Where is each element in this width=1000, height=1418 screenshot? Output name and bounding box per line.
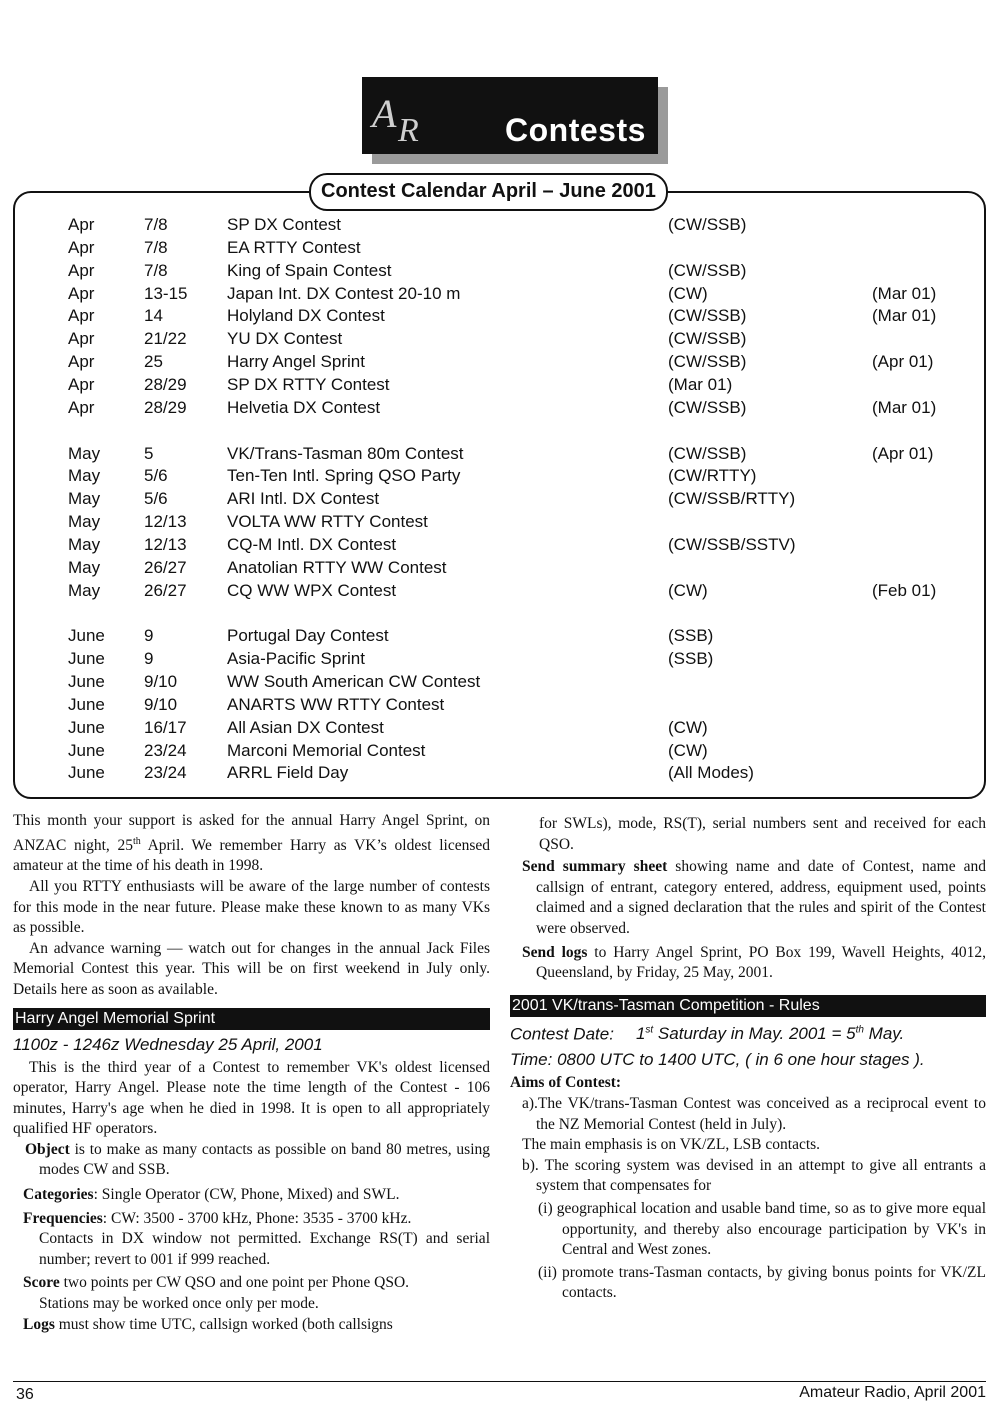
contest-date-value: 1st Saturday in May. 2001 = 5th May.	[635, 1024, 905, 1044]
calendar-contest-name: SP DX Contest	[227, 215, 342, 234]
calendar-days: 16/17	[144, 717, 187, 737]
logs-continuation: for SWLs), mode, RS(T), serial numbers sent and received for each QSO.	[539, 815, 986, 853]
calendar-reference: (Mar 01)	[872, 397, 937, 417]
object-label: Object	[25, 1140, 70, 1158]
calendar-mode: (CW/SSB)	[668, 306, 747, 326]
calendar-row	[0, 327, 1000, 350]
contest-date-label: Contest Date:	[510, 1024, 614, 1044]
section-title: Contests	[505, 112, 646, 148]
calendar-contest-name: ARRL Field Day	[227, 763, 349, 783]
calendar-days: 12/13	[144, 534, 187, 554]
calendar-mode: (SSB)	[668, 626, 714, 646]
calendar-contest-name: CQ-M Intl. DX Contest	[227, 534, 397, 554]
calendar-mode: (CW/SSB/SSTV)	[668, 534, 796, 554]
calendar-contest-name: Anatolian RTTY WW Contest	[227, 557, 447, 577]
calendar-mode: (All Modes)	[668, 763, 754, 783]
calendar-row	[0, 350, 1000, 373]
calendar-days: 7/8	[144, 215, 168, 234]
calendar-days: 14	[144, 306, 163, 326]
calendar-month: Apr	[68, 237, 95, 257]
calendar-month: Apr	[68, 329, 95, 349]
calendar-month: June	[68, 763, 105, 783]
calendar-contest-name: ANARTS WW RTTY Contest	[227, 694, 445, 714]
calendar-month: Apr	[68, 352, 95, 372]
ar-logo-letter-a: A	[372, 91, 397, 136]
calendar-month: Apr	[68, 283, 95, 303]
calendar-contest-name: Asia-Pacific Sprint	[227, 649, 365, 669]
calendar-days: 23/24	[144, 763, 187, 783]
footer-rule	[13, 1381, 986, 1382]
aim-b-ii: (ii) promote trans-Tasman contacts, by giving bonus points for VK/ZL contacts.	[538, 1263, 986, 1302]
calendar-row	[0, 282, 1000, 305]
publication-line: Amateur Radio, April 2001	[799, 1384, 986, 1401]
calendar-days: 13-15	[144, 283, 188, 303]
calendar-month: June	[68, 717, 105, 737]
calendar-month: Apr	[68, 375, 95, 394]
logs-paragraph	[13, 1315, 490, 1336]
harry-angel-body: This is the third year of a Contest to remember VK's oldest licensed operator, Harry Angel. Please note the time length of the Contest - 106 minutes, Harry's age when he died in 1998. It is open to all appropriately qualified HF operators.	[13, 1058, 490, 1138]
calendar-row	[0, 556, 1000, 579]
calendar-month: June	[68, 672, 105, 691]
calendar-mode: (CW/SSB)	[668, 215, 747, 234]
calendar-row	[0, 396, 1000, 419]
categories-paragraph	[13, 1185, 490, 1206]
calendar-row	[0, 716, 1000, 739]
intro-paragraph-2: All you RTTY enthusiasts will be aware of the large number of contests for this mode in the near future. Please make these known to as many VKs as possible.	[13, 877, 490, 937]
calendar-month: Apr	[68, 215, 95, 234]
calendar-days: 28/29	[144, 375, 187, 394]
calendar-row	[0, 670, 1000, 693]
calendar-contest-name: YU DX Contest	[227, 329, 343, 349]
calendar-contest-name: Holyland DX Contest	[227, 306, 385, 326]
calendar-month: Apr	[68, 397, 95, 417]
calendar-mode: (CW/SSB)	[668, 329, 747, 349]
calendar-row	[0, 761, 1000, 784]
calendar-mode: (CW)	[668, 740, 708, 760]
calendar-mode: (CW/SSB)	[668, 443, 747, 463]
score-paragraph	[13, 1273, 490, 1294]
calendar-contest-name: VOLTA WW RTTY Contest	[227, 512, 428, 532]
calendar-mode: (CW/SSB)	[668, 352, 747, 372]
calendar-month: May	[68, 512, 101, 532]
summary-label: Send summary sheet	[522, 858, 668, 876]
calendar-mode: (CW/RTTY)	[668, 466, 757, 486]
calendar-days: 25	[144, 352, 163, 372]
calendar-days: 26/27	[144, 557, 187, 577]
calendar-contest-name: CQ WW WPX Contest	[227, 580, 397, 600]
score-text: two points per CW QSO and one point per Phone QSO.	[59, 1274, 410, 1292]
calendar-row	[0, 624, 1000, 647]
calendar-contest-name: EA RTTY Contest	[227, 237, 361, 257]
calendar-contest-name: VK/Trans-Tasman 80m Contest	[227, 443, 464, 463]
calendar-title: Contest Calendar April – June 2001	[309, 173, 668, 211]
calendar-mode: (CW/SSB/RTTY)	[668, 489, 796, 509]
send-logs-paragraph	[510, 943, 986, 984]
calendar-days: 5/6	[144, 489, 168, 509]
calendar-mode: (SSB)	[668, 649, 714, 669]
aims-label	[510, 1073, 986, 1094]
score-label: Score	[23, 1274, 60, 1292]
harry-angel-heading: Harry Angel Memorial Sprint	[13, 1008, 490, 1030]
calendar-contest-name: WW South American CW Contest	[227, 672, 481, 691]
send-logs-label: Send logs	[522, 943, 588, 961]
harry-angel-time: 1100z - 1246z Wednesday 25 April, 2001	[13, 1034, 323, 1054]
ar-logo-letter-r: R	[398, 112, 419, 149]
calendar-row	[0, 304, 1000, 327]
calendar-reference: (Apr 01)	[872, 352, 934, 372]
calendar-month: May	[68, 443, 101, 463]
calendar-mode: (CW/SSB)	[668, 260, 747, 280]
calendar-row	[0, 533, 1000, 556]
score-continuation: Stations may be worked once only per mode.	[39, 1295, 319, 1313]
calendar-reference: (Feb 01)	[872, 580, 937, 600]
calendar-contest-name: Harry Angel Sprint	[227, 352, 365, 372]
object-text: is to make as many contacts as possible on band 80 metres, using modes CW and SSB.	[39, 1140, 490, 1179]
categories-text: : Single Operator (CW, Phone, Mixed) and SWL.	[93, 1186, 400, 1204]
main-emphasis: The main emphasis is on VK/ZL, LSB contacts.	[522, 1136, 821, 1154]
calendar-mode: (CW)	[668, 283, 708, 303]
aims-label-text: Aims of Contest:	[510, 1074, 622, 1092]
calendar-month: May	[68, 580, 101, 600]
calendar-row	[0, 236, 1000, 259]
contest-date-line	[510, 1018, 986, 1048]
calendar-month: Apr	[68, 260, 95, 280]
calendar-contest-name: Marconi Memorial Contest	[227, 740, 426, 760]
calendar-row	[0, 739, 1000, 762]
calendar-days: 5	[144, 443, 154, 463]
calendar-row	[0, 259, 1000, 282]
calendar-contest-name: SP DX RTTY Contest	[227, 375, 390, 394]
calendar-contest-name: Portugal Day Contest	[227, 626, 389, 646]
send-logs-text: to Harry Angel Sprint, PO Box 199, Wavell Heights, 4012, Queensland, by Friday, 25 May, 2001.	[536, 943, 986, 982]
calendar-month: June	[68, 694, 105, 714]
calendar-row	[0, 579, 1000, 602]
calendar-days: 21/22	[144, 329, 187, 349]
calendar-row	[0, 693, 1000, 716]
calendar-days: 9/10	[144, 672, 178, 691]
page-number: 36	[16, 1386, 34, 1403]
ar-logo	[368, 90, 438, 160]
logs-label: Logs	[23, 1315, 55, 1333]
calendar-row	[0, 464, 1000, 487]
calendar-month: May	[68, 534, 101, 554]
calendar-contest-name: Ten-Ten Intl. Spring QSO Party	[227, 466, 461, 486]
calendar-contest-name: Helvetia DX Contest	[227, 397, 381, 417]
object-paragraph	[13, 1140, 490, 1181]
intro-paragraph-1: This month your support is asked for the annual Harry Angel Sprint, on ANZAC night, 25th April. We remember Harry as VK’s oldest licensed amateur at the time of his death in 1998.	[13, 812, 490, 875]
calendar-month: Apr	[68, 306, 95, 326]
logs-text: must show time UTC, callsign worked (both callsigns	[54, 1315, 393, 1333]
categories-label: Categories	[23, 1186, 94, 1204]
calendar-days: 12/13	[144, 512, 187, 532]
calendar-reference: (Apr 01)	[872, 443, 934, 463]
calendar-mode: (Mar 01)	[668, 375, 733, 394]
right-column	[510, 814, 986, 1304]
calendar-contest-name: King of Spain Contest	[227, 260, 392, 280]
aim-b: b). The scoring system was devised in an attempt to give all entrants a system that compensates for	[522, 1156, 986, 1195]
frequencies-text: : CW: 3500 - 3700 kHz, Phone: 3535 - 3700 kHz.	[102, 1209, 412, 1227]
calendar-days: 5/6	[144, 466, 168, 486]
frequencies-continuation: Contacts in DX window not permitted. Exchange RS(T) and serial number; revert to 001 if 999 reached.	[39, 1230, 490, 1268]
calendar-row	[0, 510, 1000, 533]
calendar-days: 26/27	[144, 580, 187, 600]
calendar-contest-name: ARI Intl. DX Contest	[227, 489, 380, 509]
aim-a: a).The VK/trans-Tasman Contest was conceived as a reciprocal event to the NZ Memorial Contest (held in July).	[522, 1095, 986, 1133]
calendar-days: 7/8	[144, 260, 168, 280]
calendar-reference: (Mar 01)	[872, 283, 937, 303]
calendar-month: May	[68, 489, 101, 509]
calendar-days: 23/24	[144, 740, 187, 760]
calendar-contest-name: All Asian DX Contest	[227, 717, 384, 737]
calendar-reference: (Mar 01)	[872, 306, 937, 326]
intro-paragraph-3: An advance warning — watch out for changes in the annual Jack Files Memorial Contest this year. This will be on first weekend in July only. Details here as soon as available.	[13, 939, 490, 998]
contest-time-line: Time: 0800 UTC to 1400 UTC, ( in 6 one hour stages ).	[510, 1050, 925, 1070]
frequencies-paragraph	[13, 1209, 490, 1230]
calendar-row	[0, 373, 1000, 396]
left-column	[13, 811, 490, 1335]
summary-paragraph	[510, 857, 986, 939]
calendar-row	[0, 647, 1000, 670]
calendar-days: 9	[144, 626, 154, 646]
calendar-mode: (CW)	[668, 717, 708, 737]
frequencies-label: Frequencies	[23, 1209, 103, 1227]
calendar-mode: (CW/SSB)	[668, 397, 747, 417]
aim-b-i: (i) geographical location and usable band time, so as to give more equal opportunity, and thereby also encourage participation by VK's in Central and West zones.	[538, 1199, 986, 1259]
calendar-row	[0, 442, 1000, 465]
calendar-days: 9	[144, 649, 154, 669]
calendar-mode: (CW)	[668, 580, 708, 600]
calendar-month: June	[68, 649, 105, 669]
calendar-month: May	[68, 557, 101, 577]
calendar-month: June	[68, 740, 105, 760]
calendar-days: 28/29	[144, 397, 187, 417]
summary-text: showing name and date of Contest, name and callsign of entrant, category entered, address, equipment used, points claimed and a signed declaration that the rules and spirit of the Contest were observed.	[536, 858, 987, 937]
calendar-month: June	[68, 626, 105, 646]
calendar-days: 7/8	[144, 237, 168, 257]
calendar-row	[0, 213, 1000, 236]
calendar-contest-name: Japan Int. DX Contest 20-10 m	[227, 283, 461, 303]
trans-tasman-heading: 2001 VK/trans-Tasman Competition - Rules	[510, 995, 986, 1017]
calendar-days: 9/10	[144, 694, 178, 714]
calendar-month: May	[68, 466, 101, 486]
calendar-row	[0, 487, 1000, 510]
